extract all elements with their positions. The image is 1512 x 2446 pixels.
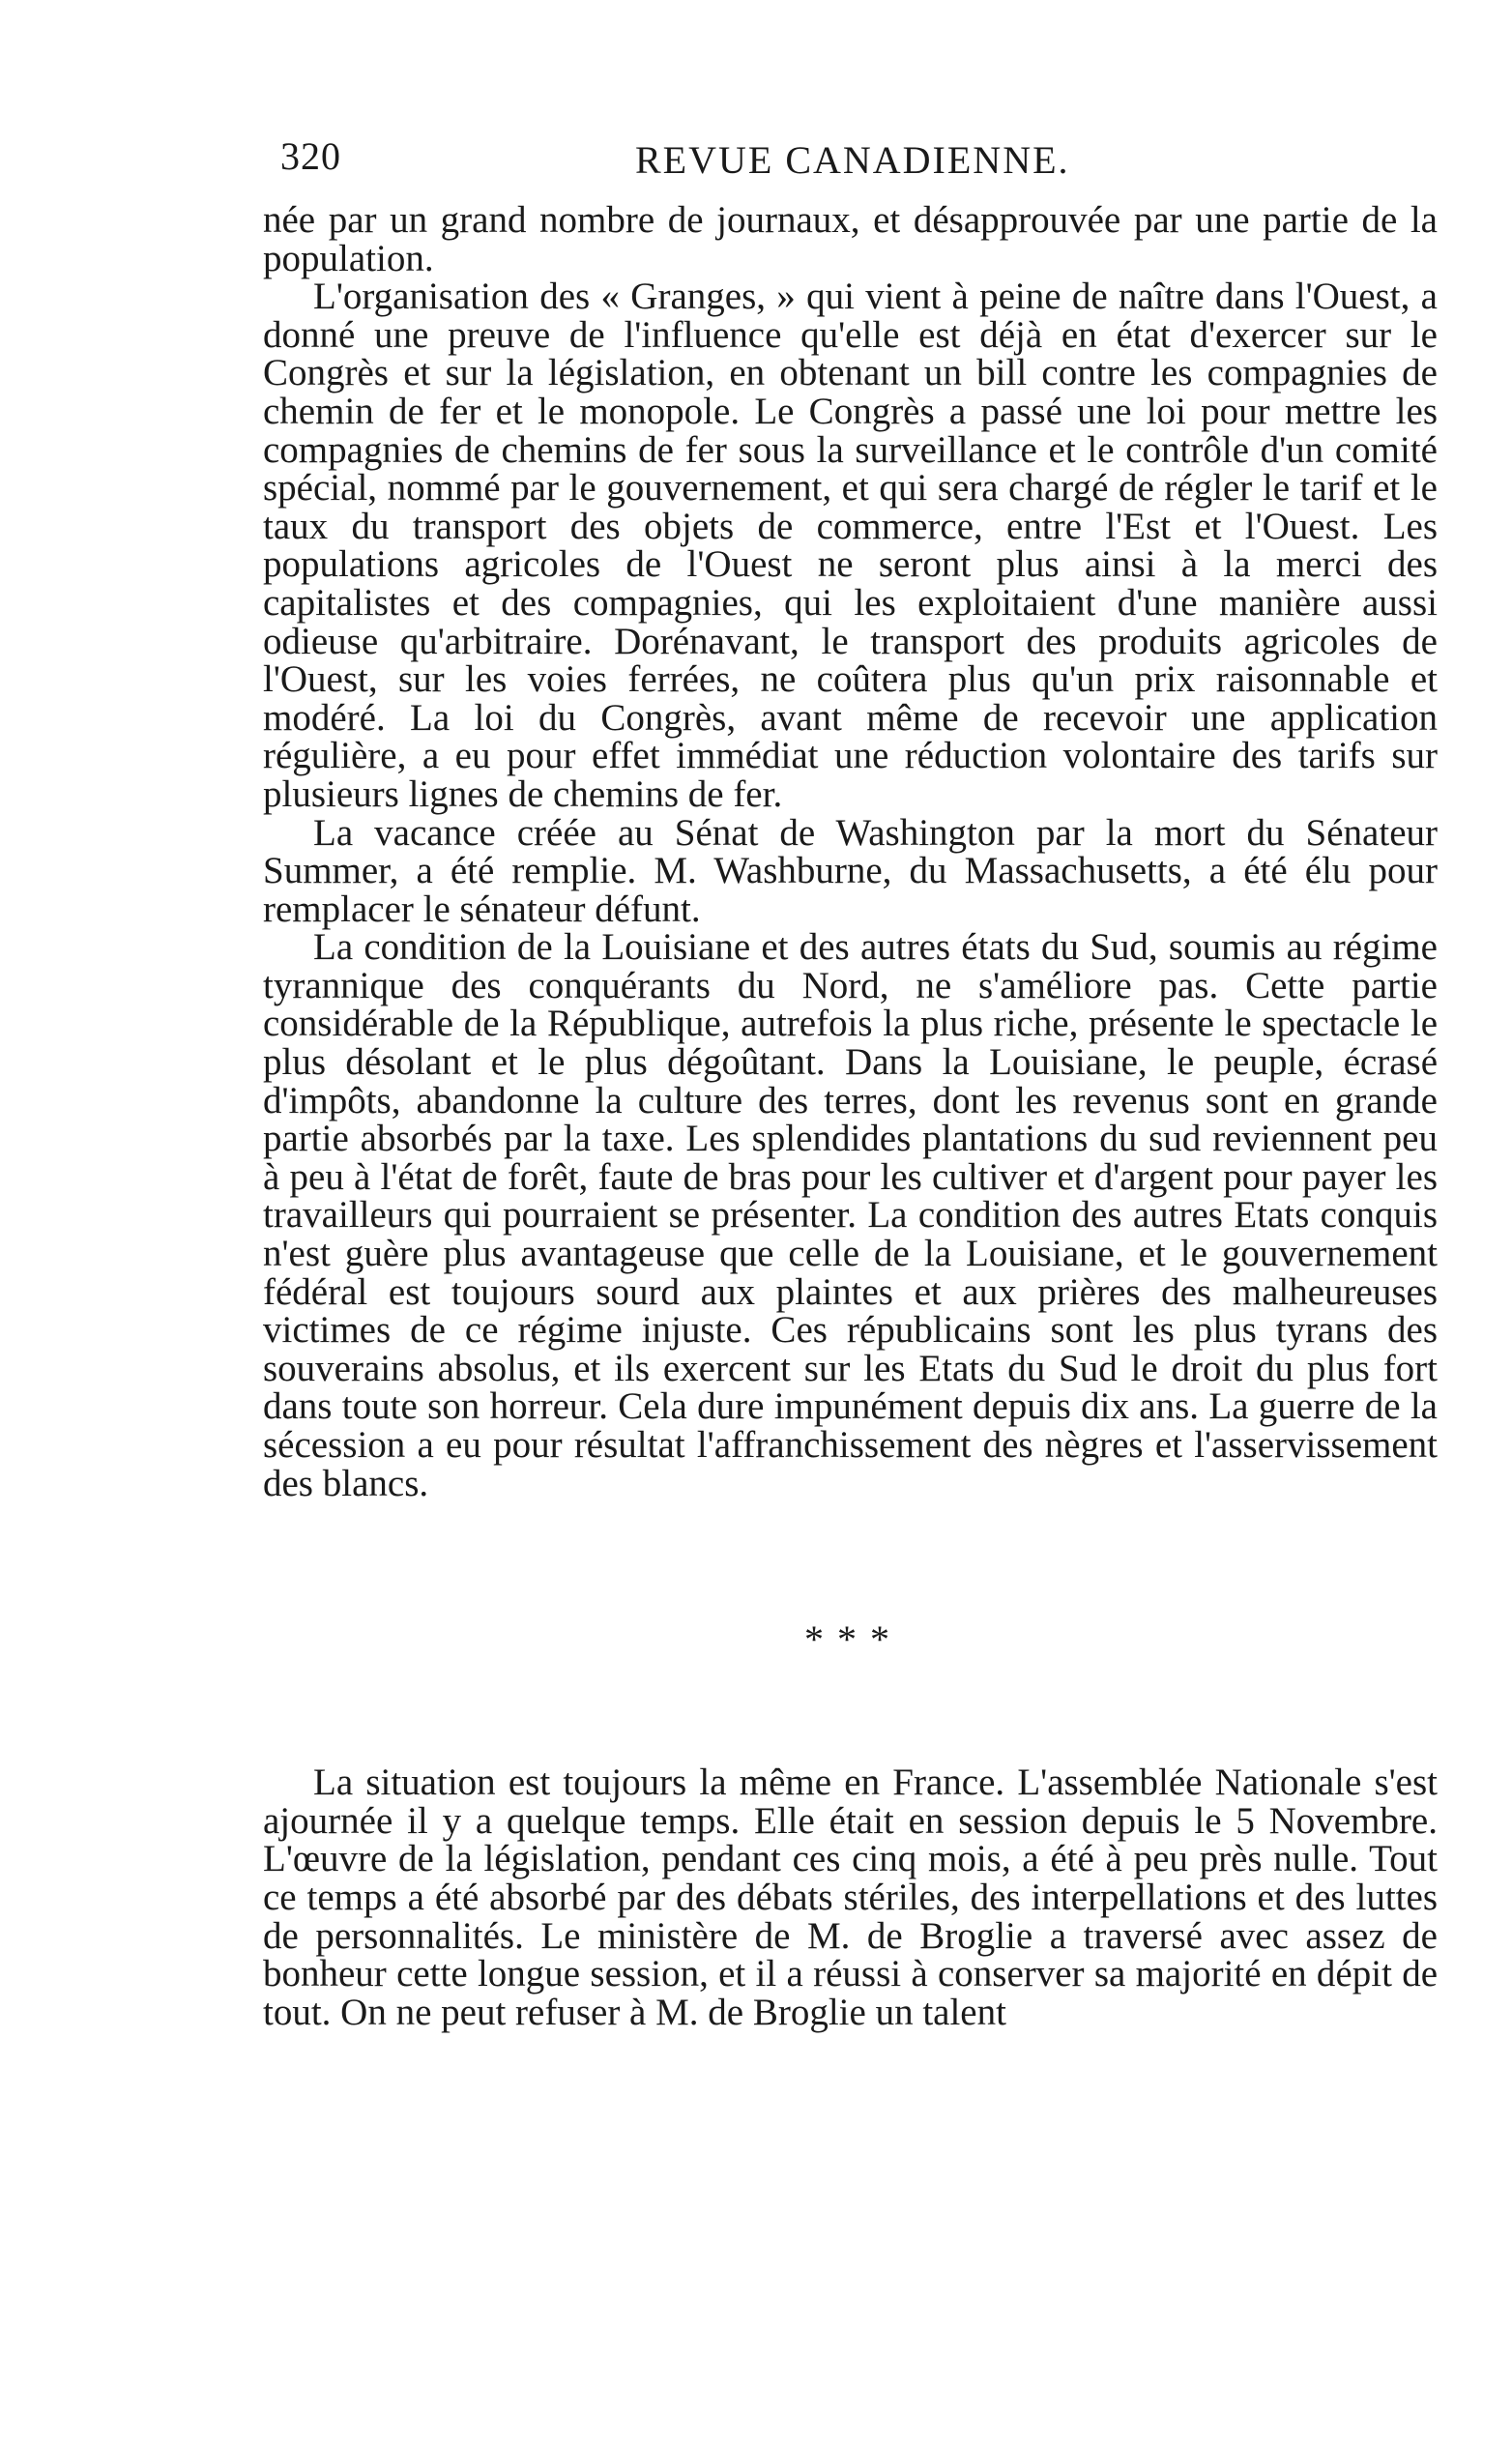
page-number: 320 bbox=[280, 134, 341, 178]
asterism: * * * bbox=[804, 1617, 891, 1662]
paragraph-france: La situation est toujours la même en France. L'assemblée Nationale s'est ajournée il y a quelque temps. Elle était en session depuis le 5 Novembre. L'œuvre de la législation, pendant ces cinq mois, a été à peu près nulle. Tout ce temps a été absorbé par des débats stériles, des interpellations et des luttes de personnalités. Le ministère de M. de Broglie a traversé avec assez de bonheur cette longue session, et il a réussi à conserver sa majorité en dépit de tout. On ne peut refuser à M. de Broglie un talent bbox=[263, 1762, 1438, 2033]
journal-title: REVUE CANADIENNE. bbox=[635, 138, 1070, 182]
section-separator bbox=[263, 1502, 1438, 1763]
article-body bbox=[263, 201, 1438, 1502]
paragraph-senate-vacancy: La vacance créée au Sénat de Washington par la mort du Sénateur Summer, a été remplie. M. Washburne, du Massachusetts, a été élu pour remplacer le sénateur défunt. bbox=[263, 811, 1438, 930]
paragraph-granges: L'organisation des « Granges, » qui vient à peine de naître dans l'Ouest, a donné une preuve de l'influence qu'elle est déjà en état d'exercer sur le Congrès et sur la législation, en obtenant un bill contre les compagnies de chemin de fer et le monopole. Le Congrès a passé une loi pour mettre les compagnies de chemins de fer sous la surveillance et le contrôle d'un comité spécial, nommé par le gouvernement, et qui sera chargé de régler le tarif et le taux du transport des objets de commerce, entre l'Est et l'Ouest. Les populations agricoles de l'Ouest ne seront plus ainsi à la merci des capitalistes et des compagnies, qui les exploitaient d'une manière aussi odieuse qu'arbitraire. Dorénavant, le transport des produits agricoles de l'Ouest, sur les voies ferrées, ne coûtera plus qu'un prix raisonnable et modéré. La loi du Congrès, avant même de recevoir une application régulière, a eu pour effet immédiat une réduction volontaire des tarifs sur plusieurs lignes de chemins de fer. bbox=[263, 276, 1438, 815]
article-body-france bbox=[263, 1763, 1438, 2031]
paragraph-louisiana: La condition de la Louisiane et des autres états du Sud, soumis au régime tyrannique des conquérants du Nord, ne s'améliore pas. Cette partie considérable de la République, autrefois la plus riche, présente le spectacle le plus désolant et le plus dégoûtant. Dans la Louisiane, le peuple, écrasé d'impôts, abandonne la culture des terres, dont les revenus sont en grande partie absorbés par la taxe. Les splendides plantations du sud reviennent peu à peu à l'état de forêt, faute de bras pour les cultiver et d'argent pour payer les travailleurs qui pourraient se présenter. La condition des autres Etats conquis n'est guère plus avantageuse que celle de la Louisiane, et le gouvernement fédéral est toujours sourd aux plaintes et aux prières des malheureuses victimes de ce régime injuste. Ces républicains sont les plus tyrans des souverains absolus, et ils exercent sur les Etats du Sud le droit du plus fort dans toute son horreur. Cela dure impunément depuis dix ans. La guerre de la sécession a eu pour résultat l'affranchissement des nègres et l'asservissement des blancs. bbox=[263, 926, 1438, 1504]
paragraph-continuation: née par un grand nombre de journaux, et désapprouvée par une partie de la population. bbox=[263, 199, 1438, 279]
page bbox=[263, 133, 1438, 2031]
running-head bbox=[263, 133, 1438, 201]
